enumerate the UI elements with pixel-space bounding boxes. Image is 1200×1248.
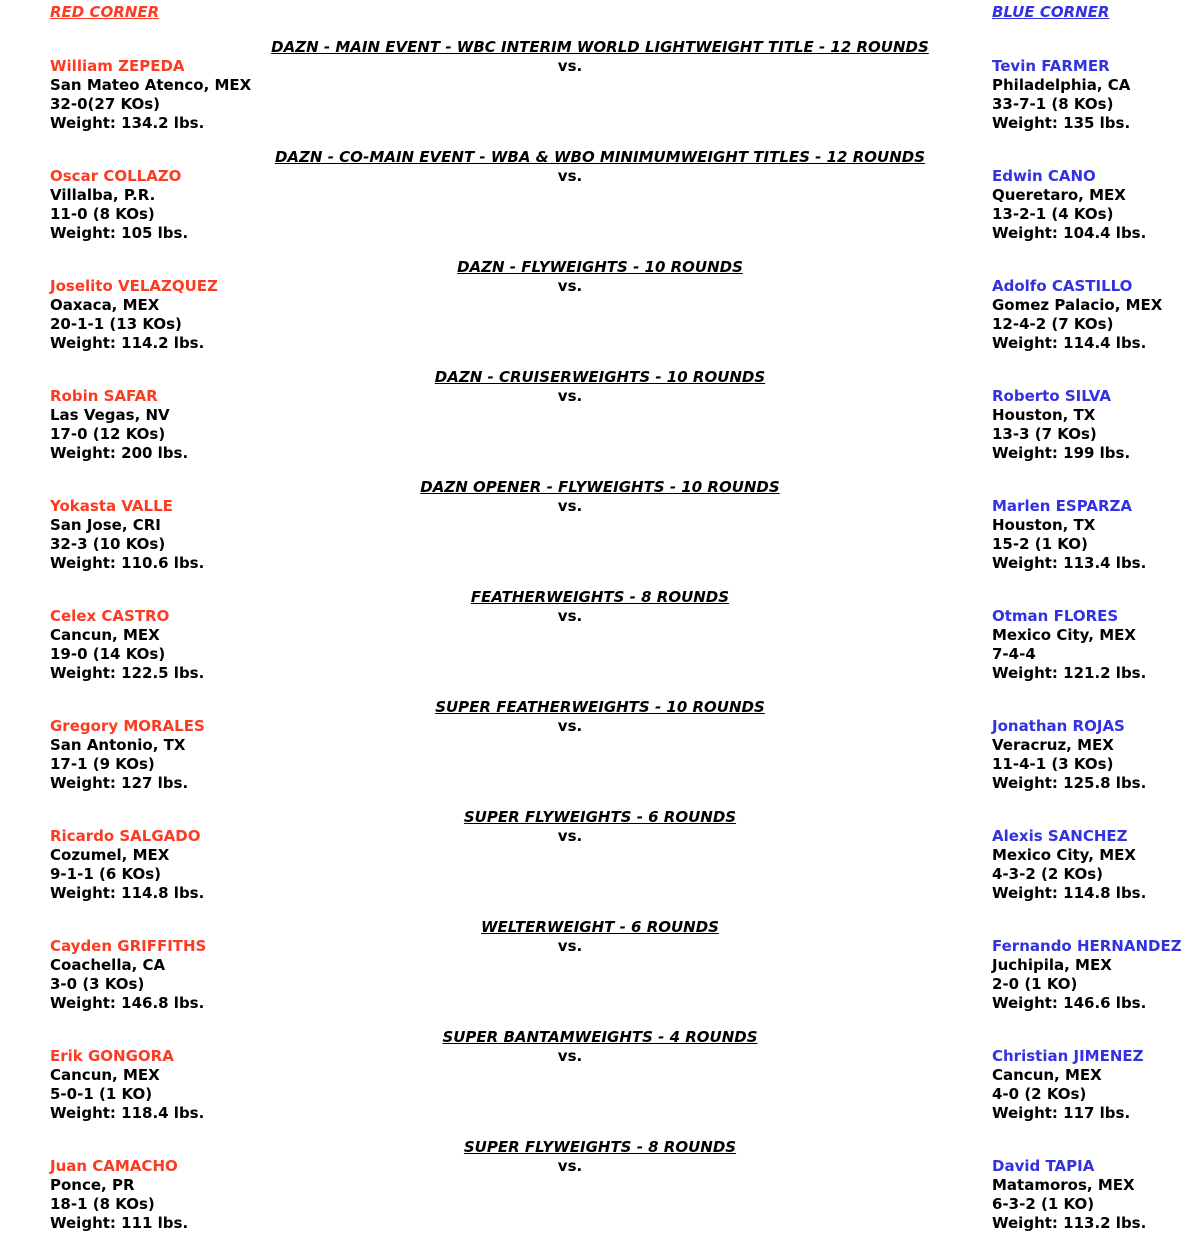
vs-label: vs. bbox=[557, 167, 583, 185]
red-fighter-weight: Weight: 105 lbs. bbox=[50, 224, 189, 242]
blue-fighter-name: Fernando HERNANDEZ bbox=[992, 937, 1182, 955]
red-fighter-name: Erik GONGORA bbox=[50, 1047, 174, 1065]
blue-fighter-location: Juchipila, MEX bbox=[992, 956, 1112, 974]
red-fighter-location: Cozumel, MEX bbox=[50, 846, 170, 864]
blue-fighter-block bbox=[992, 717, 1146, 793]
red-fighter-location: Las Vegas, NV bbox=[50, 406, 170, 424]
red-fighter-weight: Weight: 111 lbs. bbox=[50, 1214, 189, 1232]
bout-title: DAZN - CRUISERWEIGHTS - 10 ROUNDS bbox=[434, 368, 766, 386]
bout-list bbox=[0, 38, 1200, 1248]
red-fighter-block bbox=[50, 717, 205, 793]
red-fighter-record: 18-1 (8 KOs) bbox=[50, 1195, 155, 1213]
red-fighter-block bbox=[50, 1157, 188, 1233]
blue-fighter-record: 12-4-2 (7 KOs) bbox=[992, 315, 1114, 333]
blue-fighter-block bbox=[992, 167, 1146, 243]
red-fighter-weight: Weight: 134.2 lbs. bbox=[50, 114, 205, 132]
vs-label: vs. bbox=[557, 937, 583, 955]
bout bbox=[0, 588, 1200, 698]
red-fighter-block bbox=[50, 57, 251, 133]
blue-fighter-block bbox=[992, 1157, 1146, 1233]
blue-fighter-location: Philadelphia, CA bbox=[992, 76, 1131, 94]
red-fighter-name: Cayden GRIFFITHS bbox=[50, 937, 207, 955]
red-fighter-name: Robin SAFAR bbox=[50, 387, 158, 405]
red-fighter-record: 20-1-1 (13 KOs) bbox=[50, 315, 182, 333]
bout bbox=[0, 918, 1200, 1028]
bout-title: SUPER FLYWEIGHTS - 8 ROUNDS bbox=[463, 1138, 737, 1156]
red-fighter-location: San Jose, CRI bbox=[50, 516, 161, 534]
red-fighter-name: William ZEPEDA bbox=[50, 57, 185, 75]
blue-fighter-block bbox=[992, 827, 1146, 903]
blue-fighter-name: Alexis SANCHEZ bbox=[992, 827, 1128, 845]
vs-label: vs. bbox=[557, 277, 583, 295]
blue-fighter-name: Otman FLORES bbox=[992, 607, 1119, 625]
blue-fighter-block bbox=[992, 1047, 1144, 1123]
red-fighter-location: Oaxaca, MEX bbox=[50, 296, 160, 314]
bout bbox=[0, 1138, 1200, 1248]
blue-fighter-record: 2-0 (1 KO) bbox=[992, 975, 1078, 993]
blue-fighter-weight: Weight: 114.8 lbs. bbox=[992, 884, 1147, 902]
blue-fighter-weight: Weight: 117 lbs. bbox=[992, 1104, 1131, 1122]
red-fighter-weight: Weight: 114.8 lbs. bbox=[50, 884, 205, 902]
vs-label: vs. bbox=[557, 1047, 583, 1065]
blue-fighter-weight: Weight: 114.4 lbs. bbox=[992, 334, 1147, 352]
red-fighter-block bbox=[50, 277, 218, 353]
vs-label: vs. bbox=[557, 1157, 583, 1175]
blue-fighter-name: Marlen ESPARZA bbox=[992, 497, 1132, 515]
blue-fighter-location: Mexico City, MEX bbox=[992, 846, 1136, 864]
bout-title: WELTERWEIGHT - 6 ROUNDS bbox=[481, 918, 719, 936]
vs-label: vs. bbox=[557, 57, 583, 75]
vs-label: vs. bbox=[557, 497, 583, 515]
blue-fighter-name: Adolfo CASTILLO bbox=[992, 277, 1133, 295]
bout bbox=[0, 808, 1200, 918]
corner-headers bbox=[0, 0, 1200, 38]
red-fighter-location: Ponce, PR bbox=[50, 1176, 135, 1194]
blue-fighter-record: 13-2-1 (4 KOs) bbox=[992, 205, 1114, 223]
red-fighter-name: Yokasta VALLE bbox=[50, 497, 173, 515]
blue-fighter-record: 33-7-1 (8 KOs) bbox=[992, 95, 1114, 113]
red-fighter-name: Juan CAMACHO bbox=[50, 1157, 178, 1175]
blue-fighter-name: David TAPIA bbox=[992, 1157, 1095, 1175]
red-fighter-record: 5-0-1 (1 KO) bbox=[50, 1085, 153, 1103]
bout bbox=[0, 368, 1200, 478]
red-fighter-record: 32-3 (10 KOs) bbox=[50, 535, 166, 553]
blue-fighter-location: Queretaro, MEX bbox=[992, 186, 1126, 204]
blue-fighter-block bbox=[992, 607, 1146, 683]
red-fighter-weight: Weight: 200 lbs. bbox=[50, 444, 189, 462]
red-fighter-block bbox=[50, 387, 188, 463]
blue-fighter-block bbox=[992, 387, 1130, 463]
blue-fighter-record: 13-3 (7 KOs) bbox=[992, 425, 1097, 443]
red-fighter-block bbox=[50, 827, 204, 903]
blue-fighter-weight: Weight: 199 lbs. bbox=[992, 444, 1131, 462]
red-fighter-name: Gregory MORALES bbox=[50, 717, 205, 735]
vs-label: vs. bbox=[557, 607, 583, 625]
bout-title: DAZN - CO-MAIN EVENT - WBA & WBO MINIMUMWEIGHT TITLES - 12 ROUNDS bbox=[274, 148, 926, 166]
blue-fighter-weight: Weight: 135 lbs. bbox=[992, 114, 1131, 132]
blue-fighter-name: Roberto SILVA bbox=[992, 387, 1111, 405]
red-fighter-weight: Weight: 146.8 lbs. bbox=[50, 994, 205, 1012]
blue-fighter-weight: Weight: 104.4 lbs. bbox=[992, 224, 1147, 242]
blue-fighter-weight: Weight: 146.6 lbs. bbox=[992, 994, 1147, 1012]
red-fighter-location: San Mateo Atenco, MEX bbox=[50, 76, 252, 94]
bout bbox=[0, 258, 1200, 368]
red-fighter-weight: Weight: 110.6 lbs. bbox=[50, 554, 205, 572]
blue-fighter-block bbox=[992, 57, 1130, 133]
blue-fighter-record: 11-4-1 (3 KOs) bbox=[992, 755, 1114, 773]
blue-fighter-location: Cancun, MEX bbox=[992, 1066, 1102, 1084]
blue-fighter-location: Matamoros, MEX bbox=[992, 1176, 1135, 1194]
bout-title: FEATHERWEIGHTS - 8 ROUNDS bbox=[470, 588, 730, 606]
red-fighter-location: Coachella, CA bbox=[50, 956, 166, 974]
red-fighter-location: San Antonio, TX bbox=[50, 736, 186, 754]
blue-fighter-block bbox=[992, 277, 1162, 353]
blue-fighter-location: Houston, TX bbox=[992, 516, 1096, 534]
blue-corner-header: BLUE CORNER bbox=[992, 3, 1110, 21]
blue-fighter-name: Edwin CANO bbox=[992, 167, 1096, 185]
bout bbox=[0, 38, 1200, 148]
red-fighter-record: 3-0 (3 KOs) bbox=[50, 975, 145, 993]
blue-fighter-record: 4-0 (2 KOs) bbox=[992, 1085, 1087, 1103]
red-fighter-location: Villalba, P.R. bbox=[50, 186, 156, 204]
red-fighter-location: Cancun, MEX bbox=[50, 626, 160, 644]
red-fighter-block bbox=[50, 497, 204, 573]
red-fighter-block bbox=[50, 937, 206, 1013]
blue-fighter-weight: Weight: 113.4 lbs. bbox=[992, 554, 1147, 572]
red-fighter-record: 11-0 (8 KOs) bbox=[50, 205, 155, 223]
blue-fighter-location: Mexico City, MEX bbox=[992, 626, 1136, 644]
red-fighter-record: 9-1-1 (6 KOs) bbox=[50, 865, 161, 883]
bout bbox=[0, 698, 1200, 808]
vs-label: vs. bbox=[557, 717, 583, 735]
bout-title: DAZN - FLYWEIGHTS - 10 ROUNDS bbox=[457, 258, 743, 276]
blue-fighter-location: Veracruz, MEX bbox=[992, 736, 1114, 754]
blue-fighter-record: 4-3-2 (2 KOs) bbox=[992, 865, 1103, 883]
bout-title: SUPER FEATHERWEIGHTS - 10 ROUNDS bbox=[435, 698, 765, 716]
red-fighter-record: 19-0 (14 KOs) bbox=[50, 645, 166, 663]
red-fighter-record: 17-1 (9 KOs) bbox=[50, 755, 155, 773]
red-fighter-weight: Weight: 114.2 lbs. bbox=[50, 334, 205, 352]
vs-label: vs. bbox=[557, 827, 583, 845]
blue-fighter-name: Tevin FARMER bbox=[992, 57, 1110, 75]
blue-fighter-record: 7-4-4 bbox=[992, 645, 1036, 663]
red-fighter-name: Celex CASTRO bbox=[50, 607, 170, 625]
bout bbox=[0, 148, 1200, 258]
blue-fighter-name: Jonathan ROJAS bbox=[992, 717, 1125, 735]
red-fighter-name: Ricardo SALGADO bbox=[50, 827, 201, 845]
red-fighter-block bbox=[50, 607, 204, 683]
blue-fighter-location: Houston, TX bbox=[992, 406, 1096, 424]
red-fighter-record: 32-0(27 KOs) bbox=[50, 95, 160, 113]
bout bbox=[0, 478, 1200, 588]
bout-title: SUPER BANTAMWEIGHTS - 4 ROUNDS bbox=[442, 1028, 758, 1046]
blue-fighter-record: 15-2 (1 KO) bbox=[992, 535, 1088, 553]
red-fighter-record: 17-0 (12 KOs) bbox=[50, 425, 166, 443]
red-fighter-name: Joselito VELAZQUEZ bbox=[50, 277, 218, 295]
red-fighter-block bbox=[50, 167, 188, 243]
blue-fighter-block bbox=[992, 497, 1146, 573]
blue-fighter-location: Gomez Palacio, MEX bbox=[992, 296, 1163, 314]
bout-title: SUPER FLYWEIGHTS - 6 ROUNDS bbox=[463, 808, 737, 826]
red-fighter-block bbox=[50, 1047, 204, 1123]
blue-fighter-weight: Weight: 125.8 lbs. bbox=[992, 774, 1147, 792]
blue-fighter-block bbox=[992, 937, 1182, 1013]
blue-fighter-weight: Weight: 113.2 lbs. bbox=[992, 1214, 1147, 1232]
vs-label: vs. bbox=[557, 387, 583, 405]
red-fighter-location: Cancun, MEX bbox=[50, 1066, 160, 1084]
red-fighter-weight: Weight: 122.5 lbs. bbox=[50, 664, 205, 682]
bout-title: DAZN OPENER - FLYWEIGHTS - 10 ROUNDS bbox=[420, 478, 780, 496]
blue-fighter-record: 6-3-2 (1 KO) bbox=[992, 1195, 1095, 1213]
bout-title: DAZN - MAIN EVENT - WBC INTERIM WORLD LIGHTWEIGHT TITLE - 12 ROUNDS bbox=[271, 38, 929, 56]
blue-fighter-weight: Weight: 121.2 lbs. bbox=[992, 664, 1147, 682]
red-corner-header: RED CORNER bbox=[50, 3, 160, 21]
bout bbox=[0, 1028, 1200, 1138]
red-fighter-weight: Weight: 118.4 lbs. bbox=[50, 1104, 205, 1122]
red-fighter-name: Oscar COLLAZO bbox=[50, 167, 182, 185]
red-fighter-weight: Weight: 127 lbs. bbox=[50, 774, 189, 792]
blue-fighter-name: Christian JIMENEZ bbox=[992, 1047, 1144, 1065]
